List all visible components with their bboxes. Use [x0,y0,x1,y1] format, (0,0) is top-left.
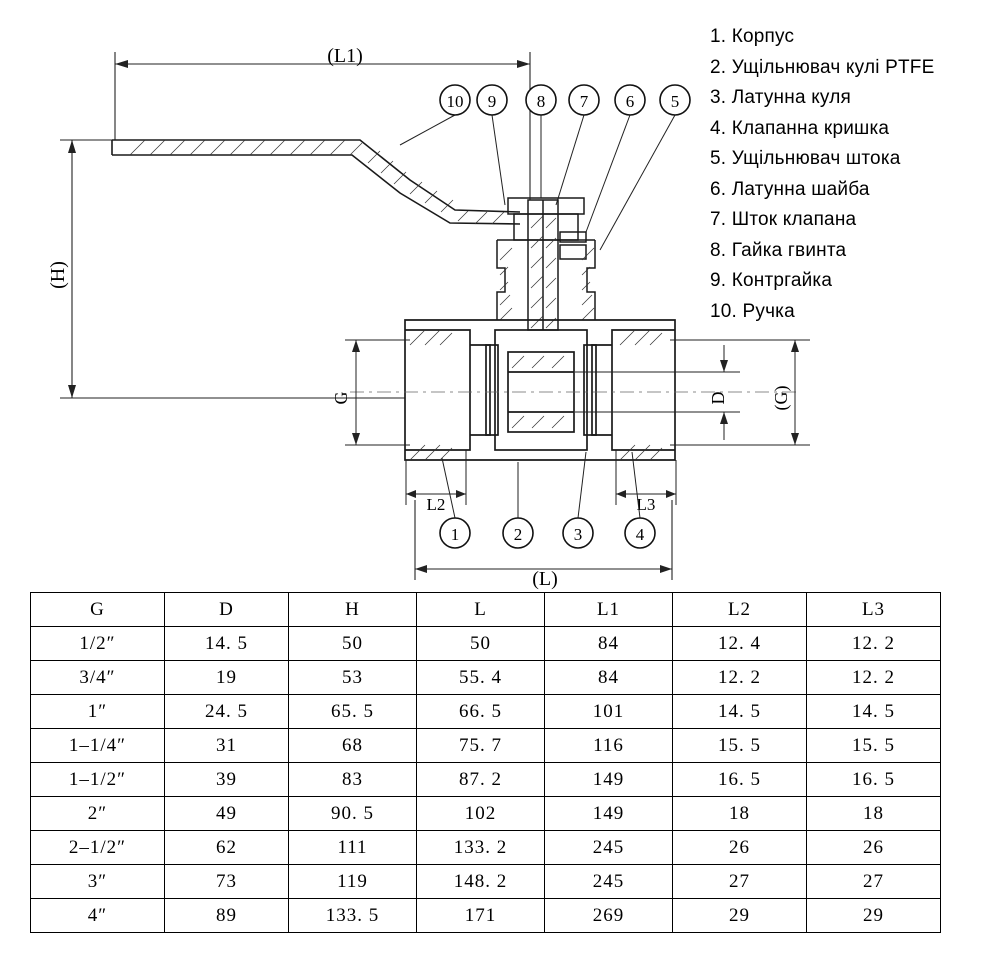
table-row [31,763,941,797]
table-row [31,627,941,661]
cell-h: 50 [289,627,417,661]
table-row [31,831,941,865]
label-l2: L2 [426,495,446,514]
cell-l: 75. 7 [417,729,545,763]
table-row [31,729,941,763]
table-row [31,695,941,729]
cell-h: 65. 5 [289,695,417,729]
dimension-g-left [345,340,410,445]
callout-3: 3 [573,525,583,544]
cell-d: 39 [165,763,289,797]
callout-circles-top [440,85,690,115]
cell-size: 1–1/4″ [31,729,165,763]
cell-l: 171 [417,899,545,933]
label-l3: L3 [636,495,656,514]
valve-handle [112,140,520,224]
cell-d: 14. 5 [165,627,289,661]
legend-item-8: 8. Гайка гвинта [710,239,847,261]
table-row [31,865,941,899]
callout-6: 6 [625,92,635,111]
cell-d: 19 [165,661,289,695]
cell-l1: 149 [545,797,673,831]
dimension-h [60,140,405,398]
cell-d: 73 [165,865,289,899]
cell-l3: 12. 2 [807,627,941,661]
col-header-l3: L3 [807,593,941,627]
cell-l1: 269 [545,899,673,933]
cell-l2: 16. 5 [673,763,807,797]
cell-l2: 15. 5 [673,729,807,763]
cell-l: 66. 5 [417,695,545,729]
cell-l3: 29 [807,899,941,933]
cell-size: 3/4″ [31,661,165,695]
legend-item-6: 6. Латунна шайба [710,178,870,200]
cell-l1: 149 [545,763,673,797]
col-header-l1: L1 [545,593,673,627]
legend-item-2: 2. Ущільнювач кулі PTFE [710,56,935,78]
callout-circles-bottom [440,518,655,548]
col-header-l: L [417,593,545,627]
callout-10: 10 [446,92,464,111]
cell-size: 1″ [31,695,165,729]
legend-item-10: 10. Ручка [710,300,795,322]
cell-l2: 29 [673,899,807,933]
callout-leaders-top [400,115,675,250]
cell-d: 31 [165,729,289,763]
cell-l: 133. 2 [417,831,545,865]
cell-d: 49 [165,797,289,831]
cell-h: 133. 5 [289,899,417,933]
callout-1: 1 [450,525,460,544]
valve-stem-assembly [497,198,595,330]
cell-l3: 15. 5 [807,729,941,763]
table-header-row [31,593,941,627]
cell-l1: 245 [545,831,673,865]
legend-item-4: 4. Клапанна кришка [710,117,890,139]
label-g-right: (G) [771,385,791,411]
cell-size: 2″ [31,797,165,831]
col-header-g: G [31,593,165,627]
cell-l: 102 [417,797,545,831]
table-row [31,661,941,695]
cell-size: 3″ [31,865,165,899]
cell-h: 90. 5 [289,797,417,831]
cell-size: 2–1/2″ [31,831,165,865]
callout-5: 5 [670,92,680,111]
callout-8: 8 [536,92,546,111]
cell-size: 4″ [31,899,165,933]
cell-l3: 26 [807,831,941,865]
cell-size: 1–1/2″ [31,763,165,797]
cell-h: 53 [289,661,417,695]
col-header-d: D [165,593,289,627]
cell-d: 24. 5 [165,695,289,729]
cell-l3: 16. 5 [807,763,941,797]
cell-h: 68 [289,729,417,763]
col-header-l2: L2 [673,593,807,627]
valve-body [350,320,800,460]
legend-item-5: 5. Ущільнювач штока [710,148,901,169]
cell-d: 62 [165,831,289,865]
callout-7: 7 [579,92,589,111]
cell-h: 119 [289,865,417,899]
label-g-left: G [331,391,351,405]
cell-l2: 27 [673,865,807,899]
table-row [31,899,941,933]
cell-h: 83 [289,763,417,797]
cell-l: 87. 2 [417,763,545,797]
dimension-l1 [115,52,530,200]
cell-l1: 84 [545,661,673,695]
cell-l: 50 [417,627,545,661]
legend-item-7: 7. Шток клапана [710,209,857,230]
label-l: (L) [532,568,558,590]
callout-9: 9 [487,92,497,111]
cell-l2: 12. 2 [673,661,807,695]
cell-l1: 84 [545,627,673,661]
cell-size: 1/2″ [31,627,165,661]
legend-item-3: 3. Латунна куля [710,87,851,108]
legend-item-9: 9. Контргайка [710,270,833,291]
callout-2: 2 [513,525,523,544]
cell-l3: 14. 5 [807,695,941,729]
cell-l1: 245 [545,865,673,899]
parts-legend [710,22,1000,327]
cell-l2: 12. 4 [673,627,807,661]
cell-l: 55. 4 [417,661,545,695]
table-row [31,797,941,831]
cell-d: 89 [165,899,289,933]
label-h: (H) [47,261,69,289]
cell-l1: 101 [545,695,673,729]
col-header-h: H [289,593,417,627]
callout-leaders-bottom [442,452,640,518]
cell-l2: 18 [673,797,807,831]
cell-h: 111 [289,831,417,865]
cell-l3: 12. 2 [807,661,941,695]
cell-l: 148. 2 [417,865,545,899]
cell-l3: 27 [807,865,941,899]
callout-4: 4 [635,525,645,544]
cell-l1: 116 [545,729,673,763]
label-d: D [708,391,728,405]
cell-l2: 26 [673,831,807,865]
label-l1: (L1) [327,45,363,67]
dimensions-table [30,592,941,933]
legend-item-1: 1. Корпус [710,26,795,47]
cell-l3: 18 [807,797,941,831]
cell-l2: 14. 5 [673,695,807,729]
